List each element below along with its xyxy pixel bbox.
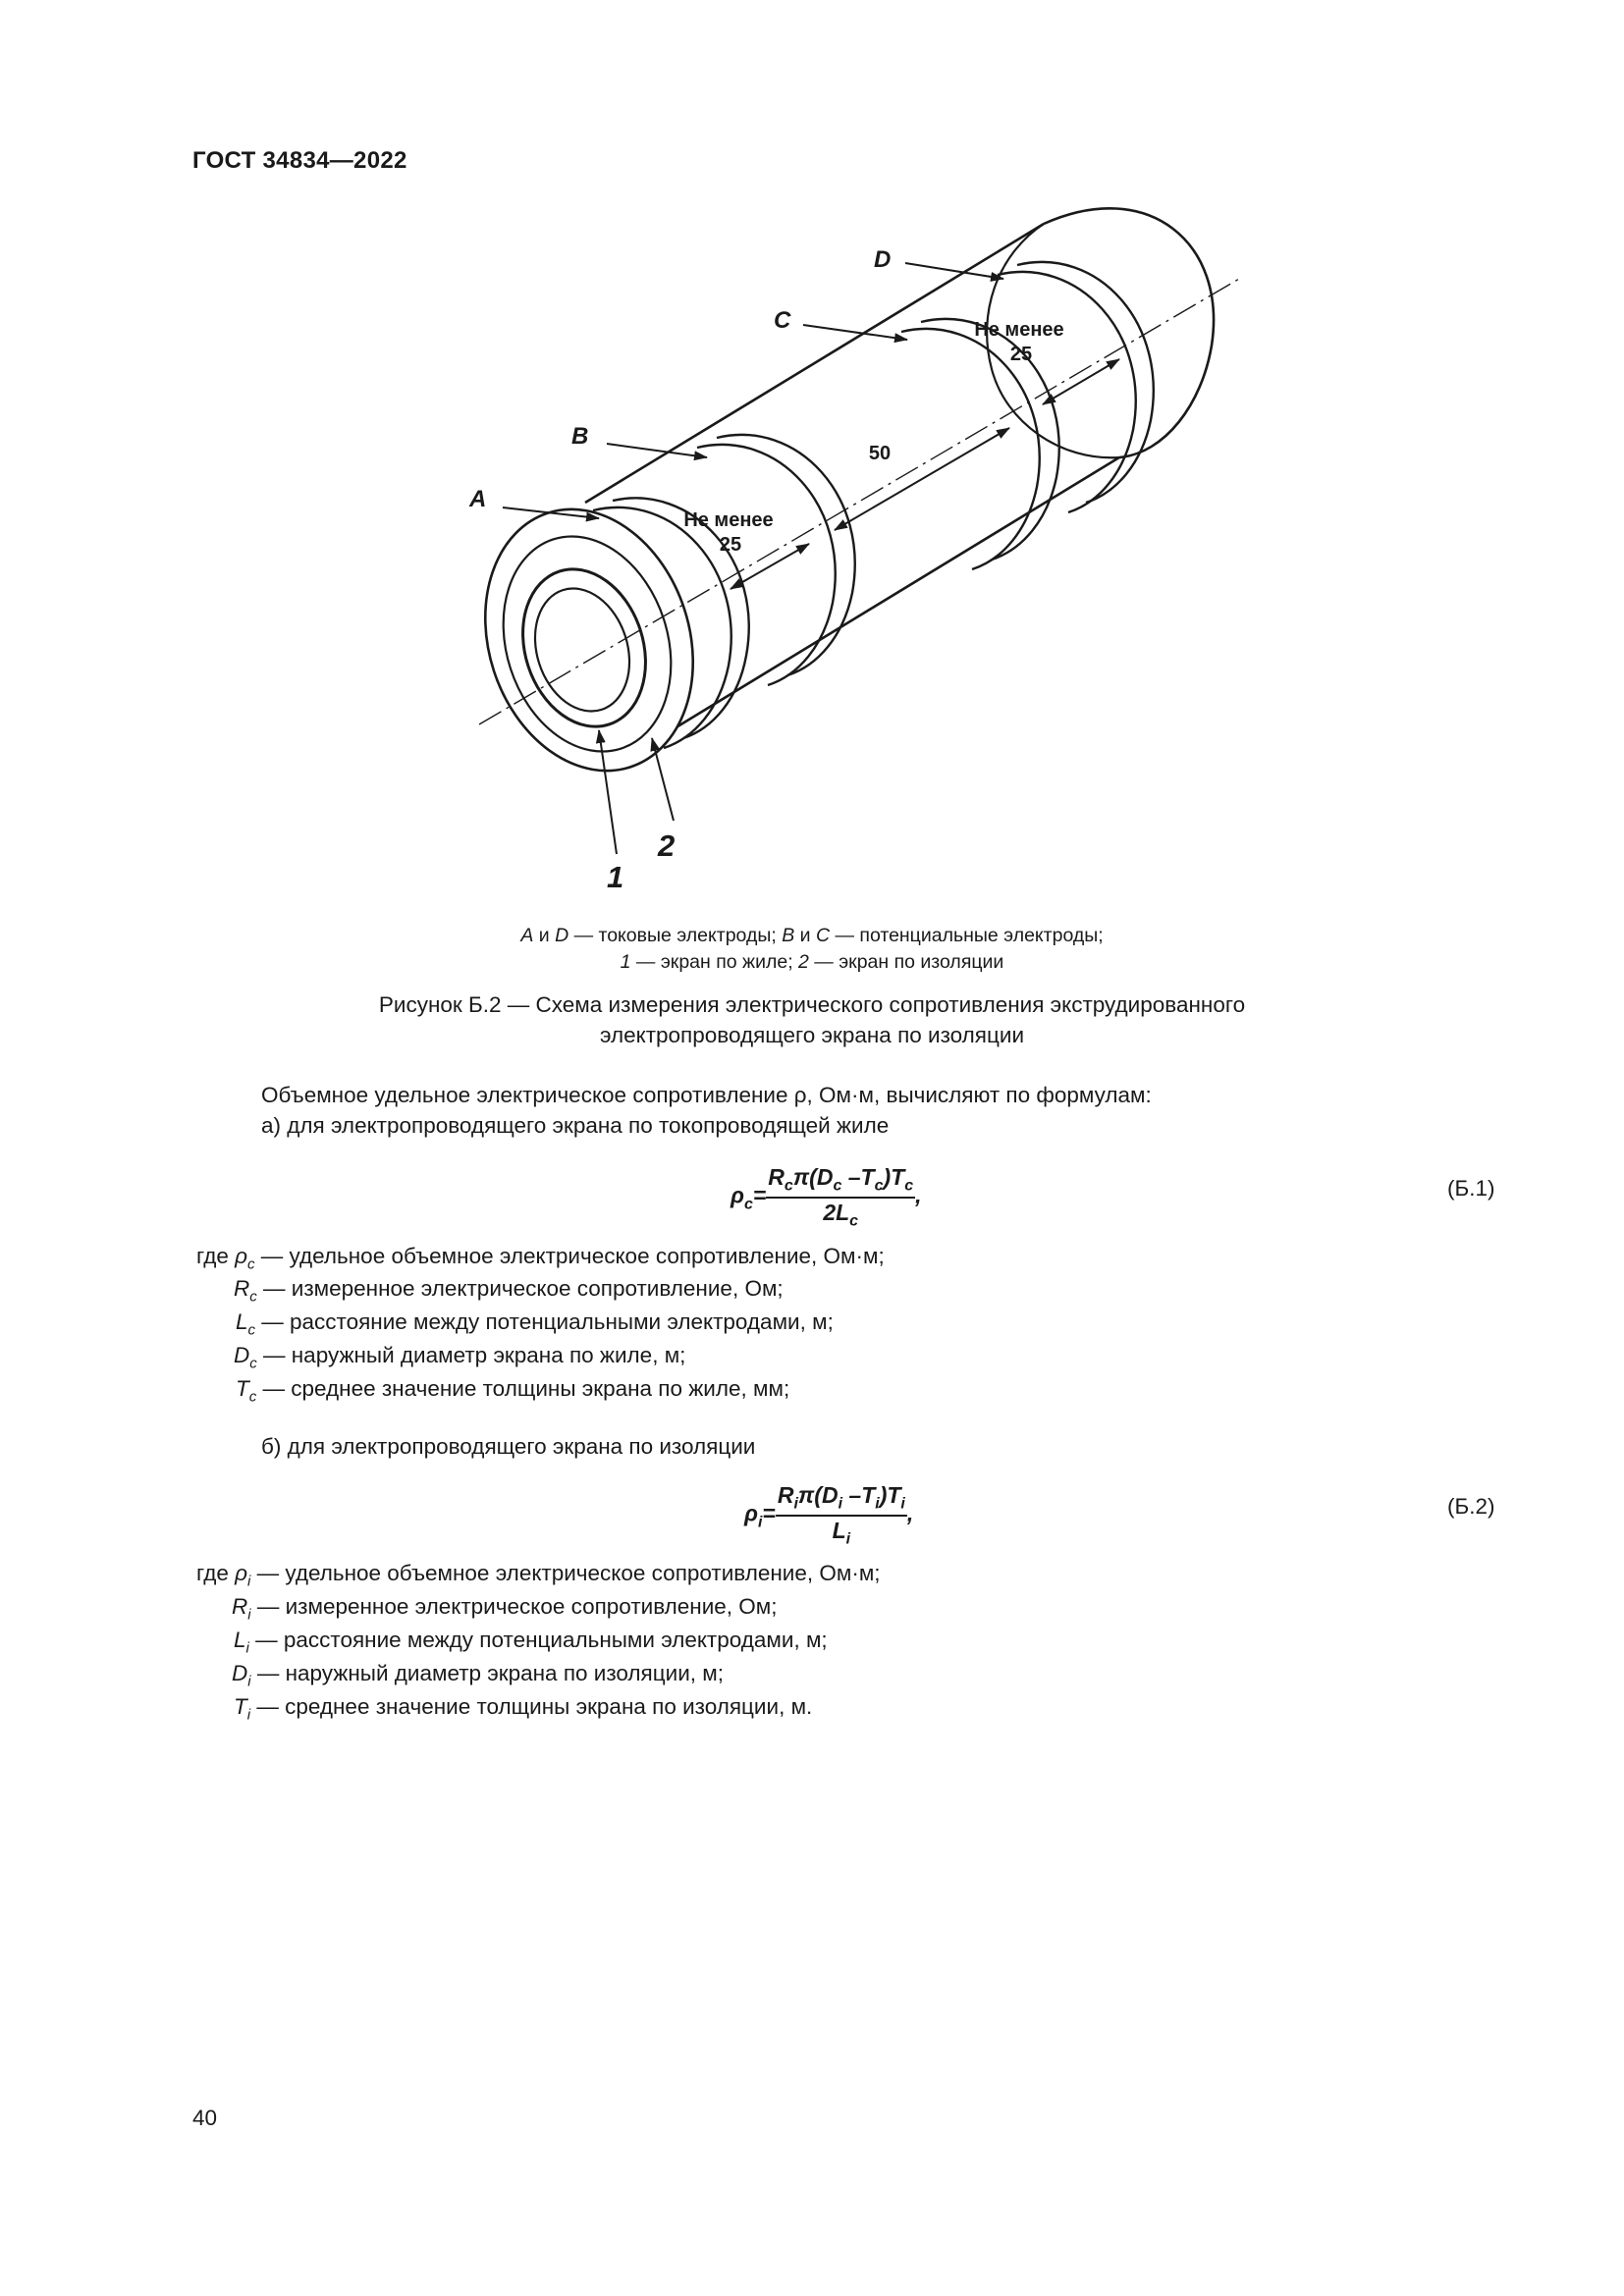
- item-b: б) для электропроводящего экрана по изоляции: [261, 1434, 756, 1459]
- where-1-row-2: $L_c$ — расстояние между потенциальными электродами, м;: [236, 1309, 834, 1339]
- label-d: D: [874, 246, 892, 273]
- where-2-row-2: $L_i$ — расстояние между потенциальными электродами, м;: [234, 1628, 828, 1657]
- dim-not-less-2-line2: 25: [1009, 344, 1033, 365]
- formula-b1-fraction: $\frac{R_c\pi(D_c -T_c)T_c}{2L_c}$: [768, 1164, 914, 1230]
- legend-line-1: A и D — токовые электроды; B и C — потенциальные электроды;: [520, 925, 1104, 946]
- where-1-row-1: $R_c$ — измеренное электрическое сопротивление, Ом;: [234, 1276, 784, 1306]
- callout-2: 2: [658, 828, 676, 863]
- item-a: а) для электропроводящего экрана по токопроводящей жиле: [261, 1113, 890, 1138]
- where-1-row-0: где $\rho_c$ — удельное объемное электрическое сопротивление, Ом·м;: [196, 1244, 885, 1273]
- formula-b1-number: (Б.1): [1447, 1176, 1495, 1201]
- callout-1: 1: [607, 860, 624, 894]
- dim-not-less-1-line2: 25: [719, 534, 742, 556]
- label-b: B: [571, 423, 589, 450]
- legend-line-2: 1 — экран по жиле; 2 — экран по изоляции: [620, 951, 1004, 973]
- formula-b2-number: (Б.2): [1447, 1494, 1495, 1519]
- electrode-diagram: [0, 0, 1624, 942]
- where-2-row-1: $R_i$ — измеренное электрическое сопротивление, Ом;: [232, 1594, 778, 1624]
- page-number: 40: [192, 2106, 218, 2130]
- formula-b2-fraction: $\frac{R_i\pi(D_i -T_i)T_i}{L_i}$: [777, 1482, 905, 1548]
- figure-caption: [0, 989, 1624, 1050]
- dim-50: 50: [868, 443, 892, 464]
- caption-line-1: Рисунок Б.2 — Схема измерения электрического сопротивления экструдированного: [378, 992, 1246, 1017]
- formula-b2: $\rho_i=$ $\frac{R_i\pi(D_i -T_i)T_i}{L_i}$ ,: [744, 1482, 914, 1548]
- where-1-row-3: $D_c$ — наружный диаметр экрана по жиле, м;: [234, 1343, 686, 1372]
- caption-line-2: электропроводящего экрана по изоляции: [599, 1023, 1025, 1047]
- where-2-row-0: где $\rho_i$ — удельное объемное электрическое сопротивление, Ом·м;: [196, 1561, 881, 1590]
- label-a: A: [469, 486, 487, 512]
- intro-paragraph: Объемное удельное электрическое сопротивление ρ, Ом·м, вычисляют по формулам:: [261, 1083, 1152, 1107]
- where-1-row-4: $T_c$ — среднее значение толщины экрана по жиле, мм;: [236, 1376, 790, 1406]
- label-c: C: [774, 307, 791, 334]
- where-2-row-4: $T_i$ — среднее значение толщины экрана по изоляции, м.: [234, 1694, 813, 1724]
- cylinder-body: [453, 208, 1214, 798]
- formula-b1: $\rho_c=$ $\frac{R_c\pi(D_c -T_c)T_c}{2L_c}$ ,: [731, 1164, 922, 1230]
- dim-not-less-2-line1: Не менее: [974, 319, 1064, 341]
- document-header: ГОСТ 34834—2022: [192, 147, 407, 174]
- where-2-row-3: $D_i$ — наружный диаметр экрана по изоляции, м;: [232, 1661, 724, 1690]
- dim-not-less-1-line1: Не менее: [683, 509, 774, 531]
- figure-legend: [0, 923, 1624, 976]
